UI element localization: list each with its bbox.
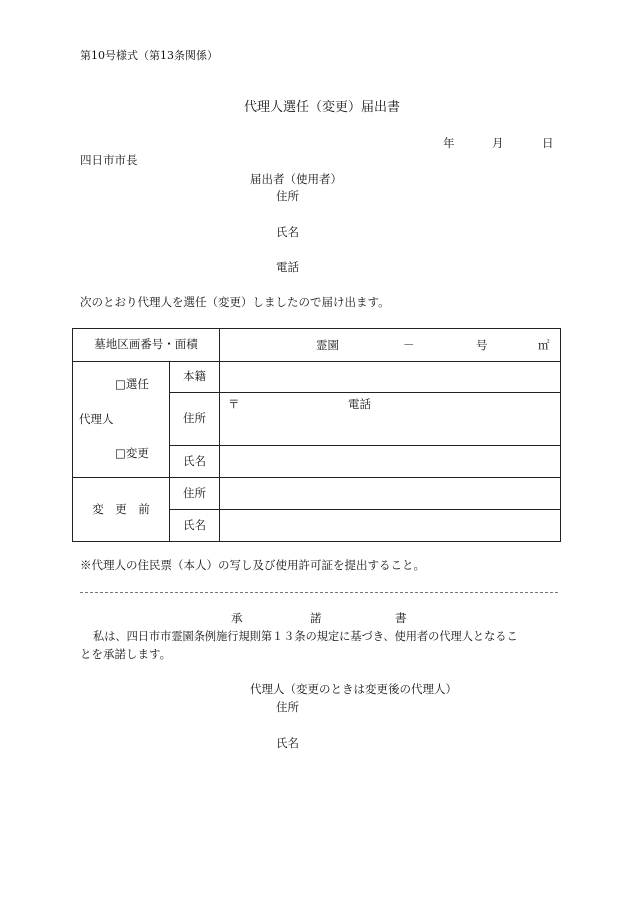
before-address-label-cell bbox=[170, 478, 220, 510]
before-name-label: 氏名 bbox=[183, 517, 206, 532]
form-number: 第10号様式（第13条関係） bbox=[80, 49, 218, 62]
domicile-label-cell bbox=[170, 362, 220, 393]
applicant-address-label: 住所 bbox=[276, 189, 299, 203]
agent-table bbox=[72, 328, 561, 542]
lot-label-cell bbox=[73, 329, 220, 362]
consent-agent-heading: 代理人（変更のときは変更後の代理人） bbox=[250, 682, 457, 696]
before-address-label: 住所 bbox=[183, 485, 206, 500]
lot-value-cell[interactable] bbox=[220, 329, 561, 362]
appoint-checkbox[interactable]: □選任 bbox=[115, 377, 149, 391]
agent-label: 代理人 bbox=[79, 412, 114, 426]
applicant-heading: 届出者（使用者） bbox=[250, 172, 342, 186]
number-unit: 号 bbox=[476, 338, 488, 352]
area-unit: ㎡ bbox=[538, 338, 550, 352]
before-name-field[interactable] bbox=[220, 510, 561, 542]
consent-title-char-1: 承 bbox=[231, 611, 243, 625]
consent-name-label: 氏名 bbox=[276, 736, 299, 750]
postal-mark: 〒 bbox=[228, 397, 240, 411]
consent-address-label: 住所 bbox=[276, 700, 299, 714]
domicile-label: 本籍 bbox=[183, 369, 206, 384]
form-title: 代理人選任（変更）届出書 bbox=[244, 100, 401, 115]
before-address-field[interactable] bbox=[220, 478, 561, 510]
consent-body-line-2: とを承諾します。 bbox=[80, 647, 172, 661]
agent-type-cell bbox=[73, 362, 170, 478]
before-name-label-cell bbox=[170, 510, 220, 542]
domicile-field[interactable] bbox=[220, 362, 561, 393]
date-month: 月 bbox=[492, 136, 504, 150]
date-year: 年 bbox=[443, 136, 455, 150]
change-checkbox[interactable]: □変更 bbox=[115, 446, 149, 460]
before-change-label: 変 更 前 bbox=[92, 501, 150, 516]
agent-address-label: 住所 bbox=[183, 411, 206, 426]
statement: 次のとおり代理人を選任（変更）しましたので届け出ます。 bbox=[80, 295, 390, 309]
consent-title-char-2: 諾 bbox=[310, 611, 322, 625]
agent-name-field[interactable] bbox=[220, 446, 561, 478]
before-change-cell bbox=[73, 478, 170, 542]
note: ※代理人の住民票（本人）の写し及び使用許可証を提出すること。 bbox=[80, 558, 425, 572]
date-day: 日 bbox=[542, 136, 554, 150]
agent-name-label: 氏名 bbox=[183, 453, 206, 468]
applicant-phone-label: 電話 bbox=[276, 260, 299, 274]
agent-address-label-cell bbox=[170, 393, 220, 446]
addressee: 四日市市長 bbox=[80, 153, 138, 167]
cut-line bbox=[80, 592, 558, 593]
consent-title-char-3: 書 bbox=[395, 611, 407, 625]
cemetery-label: 霊園 bbox=[316, 338, 339, 352]
agent-name-label-cell bbox=[170, 446, 220, 478]
lot-label: 墓地区画番号・面積 bbox=[94, 337, 198, 352]
agent-address-field[interactable] bbox=[220, 393, 561, 446]
consent-body-line-1: 私は、四日市市霊園条例施行規則第１３条の規定に基づき、使用者の代理人となるこ bbox=[93, 630, 518, 643]
agent-phone-label: 電話 bbox=[348, 397, 371, 411]
lot-dash: － bbox=[403, 338, 415, 352]
applicant-name-label: 氏名 bbox=[276, 225, 299, 239]
